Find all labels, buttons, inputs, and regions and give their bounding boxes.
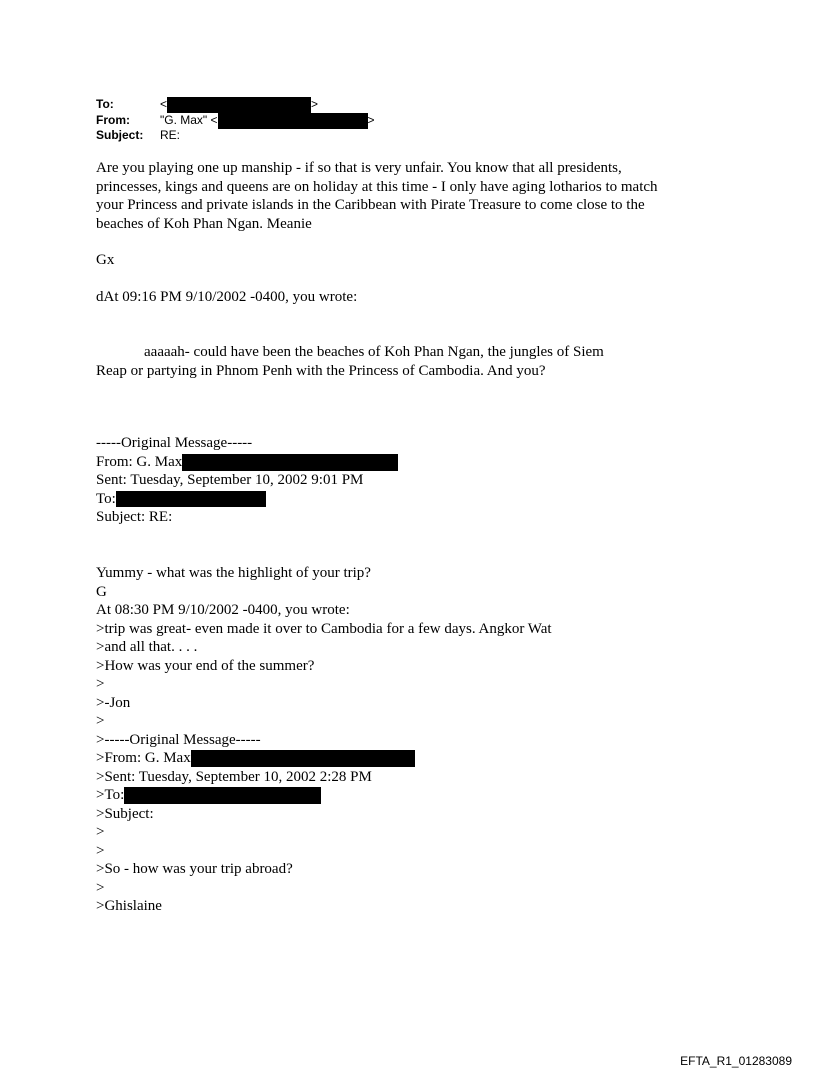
nested-to: >To: <box>96 786 552 805</box>
to-suffix: > <box>311 97 319 111</box>
original-subject: Subject: RE: <box>96 509 173 525</box>
redaction-bar <box>167 97 311 113</box>
paragraph-line: princesses, kings and queens are on holiday at this time - I only have aging lotharios to match <box>96 178 658 195</box>
original-from: From: G. Max <box>96 453 398 472</box>
reply-body <box>96 564 552 916</box>
reply-line: > <box>96 879 105 896</box>
reply-line: >and all that. . . . <box>96 639 198 655</box>
reply-line: Yummy - what was the highlight of your trip? <box>96 565 371 581</box>
paragraph-line: beaches of Koh Phan Ngan. Meanie <box>96 215 312 232</box>
to-row <box>96 96 318 113</box>
reply-line: >How was your end of the summer? <box>96 657 315 674</box>
from-suffix: > <box>367 113 375 127</box>
redaction-bar <box>218 113 368 129</box>
nested-from: >From: G. Max <box>96 749 552 768</box>
document-id: EFTA_R1_01283089 <box>680 1054 792 1068</box>
original-to: To: <box>96 490 398 509</box>
redaction-bar <box>116 491 266 507</box>
nested-sent: >Sent: Tuesday, September 10, 2002 2:28 PM <box>96 768 372 785</box>
message-paragraph <box>96 159 658 233</box>
from-label: From: <box>96 113 130 127</box>
subject-value: RE: <box>160 128 181 142</box>
reply-line: At 08:30 PM 9/10/2002 -0400, you wrote: <box>96 602 350 618</box>
paragraph-line: your Princess and private islands in the Caribbean with Pirate Treasure to come close to the <box>96 197 645 213</box>
reply-line: >So - how was your trip abroad? <box>96 861 293 877</box>
original-message-header <box>96 434 398 527</box>
reply-line: > <box>96 842 105 859</box>
redaction-bar <box>191 750 415 767</box>
quoted-line: Reap or partying in Phnom Penh with the Princess of Cambodia. And you? <box>96 362 546 379</box>
redaction-bar <box>182 454 398 471</box>
reply-line: >Ghislaine <box>96 898 162 914</box>
subject-row <box>96 127 180 143</box>
to-prefix: < <box>160 97 168 111</box>
reply-line: > <box>96 824 105 840</box>
redaction-bar <box>124 787 321 804</box>
paragraph-line: Are you playing one up manship - if so that is very unfair. You know that all presidents, <box>96 160 622 176</box>
reply-line: >-Jon <box>96 694 131 711</box>
reply-line: G <box>96 583 107 600</box>
to-label: To: <box>96 97 114 111</box>
reply-line: >Subject: <box>96 805 154 822</box>
reply-line: > <box>96 713 105 729</box>
reply-line: >trip was great- even made it over to Cambodia for a few days. Angkor Wat <box>96 620 552 637</box>
signoff: Gx <box>96 252 115 268</box>
reply-line: >-----Original Message----- <box>96 731 261 748</box>
original-separator: -----Original Message----- <box>96 435 253 451</box>
quoted-text <box>96 343 604 380</box>
from-prefix: "G. Max" < <box>160 113 218 127</box>
attribution: dAt 09:16 PM 9/10/2002 -0400, you wrote: <box>96 289 358 305</box>
original-sent: Sent: Tuesday, September 10, 2002 9:01 PM <box>96 472 364 488</box>
quoted-line: aaaaah- could have been the beaches of Koh Phan Ngan, the jungles of Siem <box>144 344 604 360</box>
subject-label: Subject: <box>96 128 144 142</box>
reply-line: > <box>96 676 105 692</box>
